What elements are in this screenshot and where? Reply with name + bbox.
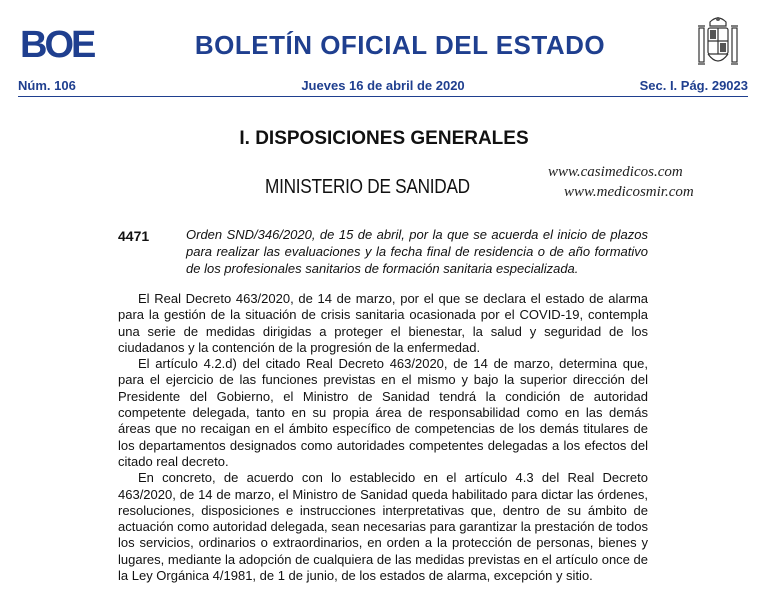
section-page: Sec. I. Pág. 29023: [639, 78, 748, 93]
watermark-text: www.medicosmir.com: [564, 184, 694, 200]
boe-logo: [20, 25, 104, 61]
watermark-text: www.casimedicos.com: [548, 164, 683, 180]
order-summary: Orden SND/346/2020, de 15 de abril, por la que se acuerda el inicio de plazos para realizar las evaluaciones y la fecha final de residencia o de año formativo de los profesionales sanitarios de formación sanitaria especializada.: [186, 227, 648, 276]
coat-of-arms-icon: [696, 14, 740, 72]
header-divider: [18, 96, 748, 97]
document-body: [118, 291, 648, 584]
svg-text:BOE: BOE: [20, 25, 94, 61]
section-title: I. DISPOSICIONES GENERALES: [239, 128, 529, 149]
issue-date: Jueves 16 de abril de 2020: [301, 78, 465, 93]
issue-info-row: [18, 78, 748, 96]
journal-title: BOLETÍN OFICIAL DEL ESTADO: [194, 30, 606, 60]
page-header: [0, 0, 768, 100]
paragraph: El Real Decreto 463/2020, de 14 de marzo, por el que se declara el estado de alarma para la gestión de la situación de crisis sanitaria ocasionada por el COVID-19, contempla una serie de medidas dirigidas a proteger el bienestar, la salud y seguridad de los ciudadanos y la contención de la progresión de la enfermedad.: [118, 291, 648, 355]
ministry-name: MINISTERIO DE SANIDAD: [265, 176, 470, 198]
issue-number: Núm. 106: [18, 78, 76, 93]
paragraph: El artículo 4.2.d) del citado Real Decreto 463/2020, de 14 de marzo, determina que, para el ejercicio de las funciones previstas en el mismo y bajo la superior dirección del Presidente del Gobierno, el Ministro de Sanidad tendrá la condición de autoridad competente delegada, tanto en su propia área de responsabilidad como en las demás áreas que no recaigan en el ámbito específico de competencias de los demás titulares de los departamentos designados como autoridades competentes delegadas a los efectos del citado real decreto.: [118, 356, 648, 469]
paragraph: En concreto, de acuerdo con lo establecido en el artículo 4.3 del Real Decreto 463/2020, de 14 de marzo, el Ministro de Sanidad queda habilitado para dictar las órdenes, resoluciones, disposiciones e instrucciones interpretativas que, dentro de su ámbito de actuación como autoridad delegada, sean necesarias para garantizar la prestación de todos los servicios, ordinarios o extraordinarios, en orden a la protección de personas, bienes y lugares, mediante la adopción de cualquiera de las medidas previstas en el artículo once de la Ley Orgánica 4/1981, de 1 de junio, de los estados de alarma, excepción y sitio.: [118, 470, 648, 584]
order-number: 4471: [118, 228, 150, 244]
